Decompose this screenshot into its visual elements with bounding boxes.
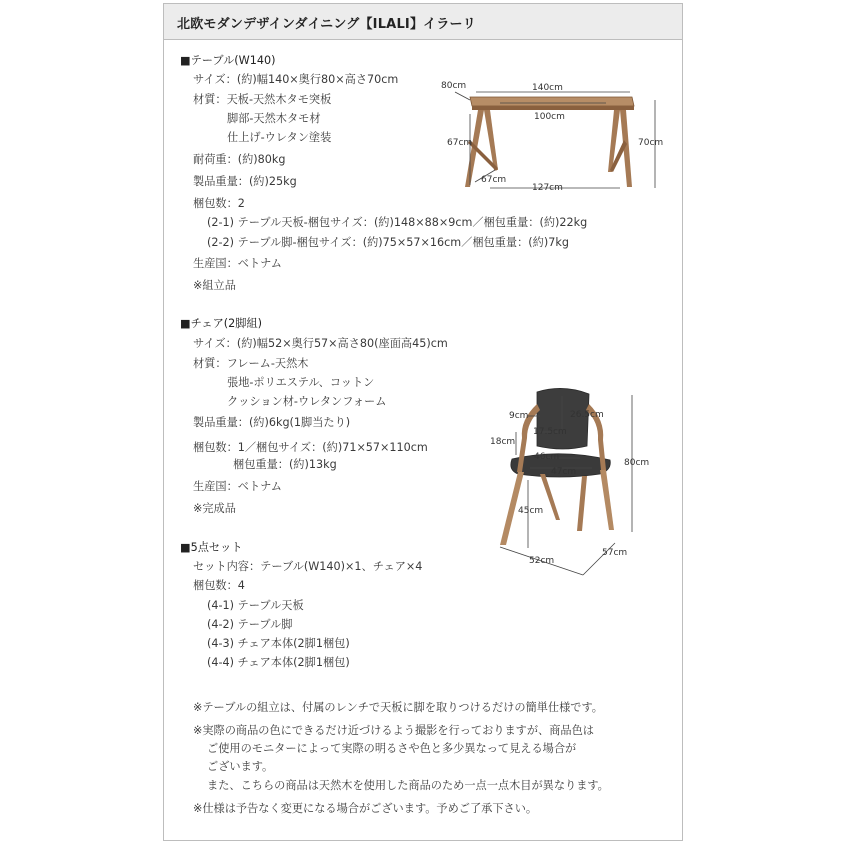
set-package-1: (4-1) テーブル天板 — [207, 599, 304, 612]
chair-package-weight: 梱包重量：(約)13kg — [233, 458, 337, 471]
note-wood-grain: また、こちらの商品は天然木を使用した商品のため一点一点木目が異なります。 — [207, 779, 609, 792]
table-weight: 製品重量：(約)25kg — [193, 175, 297, 188]
chair-back-inner-label: 17.5cm — [533, 427, 567, 437]
table-size: サイズ：(約)幅140×奥行80×高さ70cm — [193, 73, 399, 86]
table-material-finish: 仕上げ-ウレタン塗装 — [227, 131, 332, 144]
set-contents: セット内容：テーブル(W140)×1、チェア×4 — [193, 560, 423, 573]
note-color-3: ございます。 — [207, 760, 274, 773]
table-inner-width-label: 100cm — [534, 112, 565, 122]
chair-size: サイズ：(約)幅52×奥行57×高さ80(座面高45)cm — [193, 337, 448, 350]
chair-leg-front-right — [600, 470, 614, 530]
chair-material-frame: 材質：フレーム-天然木 — [193, 357, 309, 370]
note-color-2: ご使用のモニターによって実際の明るさや色と多少異なって見える場合が — [207, 742, 577, 755]
chair-leg-back-right — [577, 476, 587, 531]
table-bottom-width-label: 127cm — [532, 183, 563, 193]
table-origin: 生産国：ベトナム — [193, 257, 282, 270]
chair-seat-width-label: 47cm — [551, 467, 577, 477]
table-heading: ■テーブル(W140) — [180, 54, 276, 67]
chair-back-height-label: 26.5cm — [570, 410, 604, 420]
chair-weight: 製品重量：(約)6kg(1脚当たり) — [193, 416, 351, 429]
table-depth-label: 80cm — [441, 81, 467, 91]
chair-packages: 梱包数：1／梱包サイズ：(約)71×57×110cm — [193, 441, 428, 454]
chair-depth-label: 57cm — [602, 548, 628, 558]
table-note: ※組立品 — [193, 279, 236, 292]
note-assembly: ※テーブルの組立は、付属のレンチで天板に脚を取りつけるだけの簡単仕様です。 — [193, 701, 603, 714]
chair-height-label: 80cm — [624, 458, 650, 468]
chair-material-fabric: 張地-ポリエステル、コットン — [227, 376, 375, 389]
set-package-2: (4-2) テーブル脚 — [207, 618, 293, 631]
table-width-label: 140cm — [532, 83, 563, 93]
set-heading: ■5点セット — [180, 541, 243, 554]
note-spec-change: ※仕様は予告なく変更になる場合がございます。予めご了承下さい。 — [193, 802, 538, 815]
chair-material-cushion: クッション材-ウレタンフォーム — [227, 395, 387, 408]
chair-width-label: 52cm — [529, 556, 555, 566]
table-package-2: (2-2) テーブル脚-梱包サイズ：(約)75×57×16cm／梱包重量：(約)7kg — [207, 236, 569, 249]
table-height-label: 70cm — [638, 138, 664, 148]
chair-arm-gap-label: 9cm — [509, 411, 529, 421]
chair-origin: 生産国：ベトナム — [193, 480, 282, 493]
set-package-3: (4-3) チェア本体(2脚1梱包) — [207, 637, 350, 650]
chair-heading: ■チェア(2脚組) — [180, 317, 263, 330]
table-load: 耐荷重：(約)80kg — [193, 153, 286, 166]
chair-note: ※完成品 — [193, 502, 236, 515]
table-package-1: (2-1) テーブル天板-梱包サイズ：(約)148×88×9cm／梱包重量：(約)22kg — [207, 216, 588, 229]
table-material-legs: 脚部-天然木タモ材 — [227, 112, 321, 125]
page-title: 北欧モダンデザインダイニング【ILALI】イラーリ — [177, 17, 476, 32]
table-leg-spread-label: 67cm — [481, 175, 507, 185]
table-leg-height-label: 67cm — [447, 138, 473, 148]
chair-seat-height-label: 45cm — [518, 506, 544, 516]
table-packages: 梱包数：2 — [193, 197, 245, 210]
note-color-1: ※実際の商品の色にできるだけ近づけるよう撮影を行っておりますが、商品色は — [193, 724, 594, 737]
set-package-4: (4-4) チェア本体(2脚1梱包) — [207, 656, 350, 669]
set-packages: 梱包数：4 — [193, 579, 245, 592]
table-material-top: 材質：天板-天然木タモ突板 — [193, 93, 332, 106]
chair-arm-height-label: 18cm — [490, 437, 516, 447]
chair-seat-depth-label: 46cm — [534, 452, 560, 462]
